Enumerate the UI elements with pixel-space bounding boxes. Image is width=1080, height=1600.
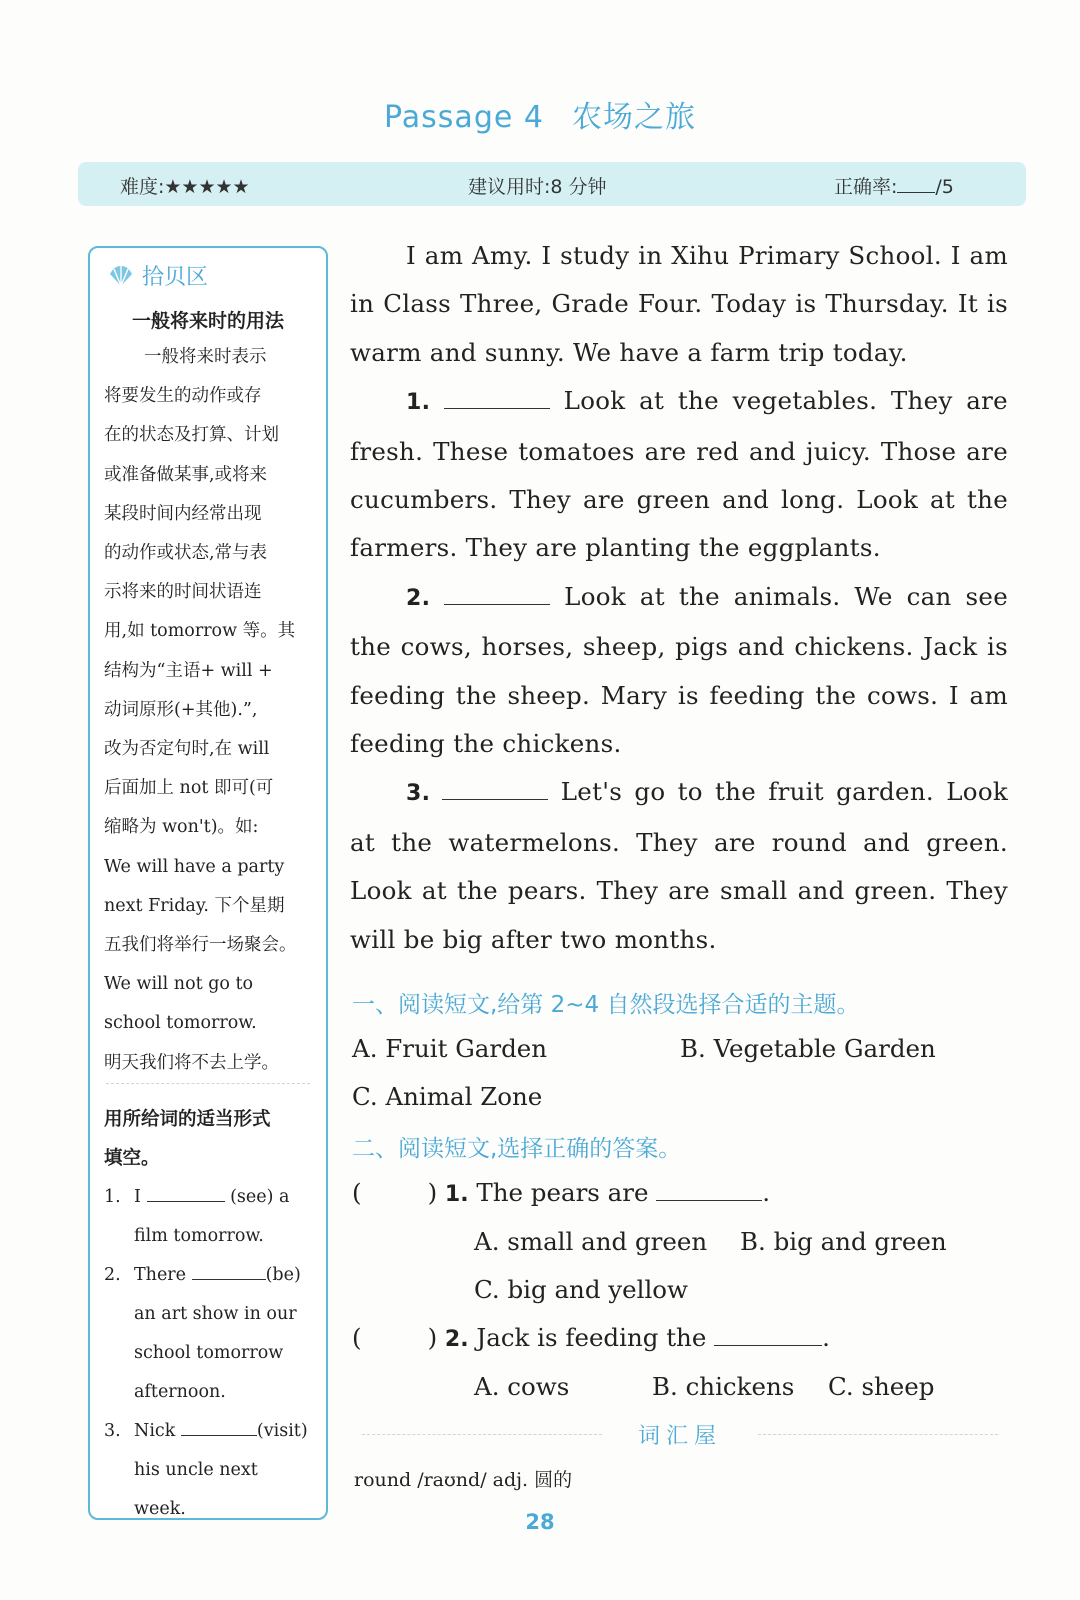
exercise-hint: (be) [265,1265,301,1285]
paragraph-text: Look at the animals. We can see the cows, horses, sheep, pigs and chickens. Jack is feeding the sheep. Mary is feeding the cows. I am feeding the chickens. [350,581,1009,759]
exercise-text: Nick [134,1421,176,1441]
suggested-time: 建议用时:8 分钟 [468,176,607,198]
q1-option-c[interactable]: C. big and yellow [474,1275,689,1304]
exercise-text: I [134,1187,141,1207]
exercise-text: afternoon. [134,1382,226,1402]
grammar-line: 用,如 tomorrow 等。其 [104,621,296,642]
grammar-line: 的动作或状态,常与表 [104,543,268,564]
question-1: ( ) 1. The pears are . [352,1178,771,1207]
vocab-divider-right [758,1434,998,1435]
q1-option-b[interactable]: B. big and green [740,1227,947,1256]
paragraph-number: 1. [406,390,431,416]
sidebar-divider [106,1083,310,1084]
question-blank [714,1345,822,1346]
exercise-text: school tomorrow [134,1343,284,1363]
exercise-title-line: 填空。 [104,1148,160,1169]
exercise-text: his uncle next week. [134,1460,258,1519]
exercise-number: 2. [104,1265,121,1285]
option-b: B. Vegetable Garden [680,1034,936,1063]
exercise-title-line: 用所给词的适当形式 [104,1109,271,1130]
exercise-blank[interactable] [147,1201,225,1202]
paragraph-topic-blank[interactable] [444,408,550,409]
grammar-line: next Friday. 下个星期 [104,895,285,916]
grammar-line: 或准备做某事,或将来 [104,464,268,485]
sidebar-header-label: 拾贝区 [142,265,209,290]
grammar-line: 某段时间内经常出现 [104,503,262,524]
grammar-line: We will not go to [104,974,254,995]
grammar-line: 后面加上 not 即可(可 [104,778,274,799]
grammar-line: 一般将来时表示 [144,347,267,367]
section-2-heading: 二、阅读短文,选择正确的答案。 [352,1136,682,1162]
q1-option-a[interactable]: A. small and green [474,1227,708,1256]
paragraph-text: Look at the vegetables. They are fresh. These tomatoes are red and juicy. Those are cucumbers. They are green and long. Look at the farmers. They are planting the eggplants. [350,386,1008,563]
exercise-hint: (visit) [256,1421,308,1441]
q2-option-c[interactable]: C. sheep [828,1372,935,1401]
grammar-line: We will have a party [104,856,285,877]
accuracy-label: 正确率: [834,176,898,198]
sidebar-header [108,260,208,291]
exercise-number: 3. [104,1421,121,1441]
paragraph-number: 2. [406,585,431,611]
question-blank [656,1200,762,1201]
answer-bracket[interactable]: ( ) [352,1178,438,1207]
grammar-subtitle: 一般将来时的用法 [131,310,284,332]
paragraph-topic-blank[interactable] [442,799,548,800]
vocab-divider-left [362,1434,602,1435]
grammar-line: 改为否定句时,在 will [104,739,270,760]
paragraph-text: Let's go to the fruit garden. Look at the watermelons. They are round and green. Look at the pears. They are small and green. They will be big after two months. [350,777,1009,954]
exercise-number: 1. [104,1187,121,1207]
page-number: 28 [525,1510,555,1534]
exercise-item [104,1178,314,1256]
exercise-blank[interactable] [192,1279,266,1280]
paragraph-2 [350,377,1008,573]
grammar-line: 示将来的时间状语连 [104,582,262,603]
grammar-line: 将要发生的动作或存 [104,386,262,407]
exercise-item [104,1256,314,1412]
vocab-title: 词汇屋 [637,1424,722,1449]
grammar-line: school tomorrow. [104,1013,257,1034]
paragraph-3 [350,573,1008,769]
grammar-explanation [104,338,312,1083]
grammar-line: 五我们将举行一场聚会。 [104,935,297,956]
title-english: Passage 4 [384,100,544,135]
question-number: 2. [444,1327,469,1352]
q2-option-a[interactable]: A. cows [474,1372,570,1401]
exercise-text: There [134,1265,187,1285]
accuracy-blank[interactable] [897,192,935,193]
exercise-text: an art show in our [134,1304,297,1324]
passage-title [0,92,1080,136]
reading-passage [350,232,1008,964]
title-chinese: 农场之旅 [571,100,696,135]
grammar-line: 在的状态及打算、计划 [104,425,279,446]
exercise-text: film tomorrow. [134,1226,264,1246]
grammar-line: 缩略为 won't)。如: [104,817,259,838]
paragraph-1: I am Amy. I study in Xihu Primary School. I am in Class Three, Grade Four. Today is Thursday. It is warm and sunny. We have a farm trip today. [350,241,1008,367]
accuracy-total: /5 [935,176,954,198]
paragraph-topic-blank[interactable] [444,604,550,605]
exercise-title [104,1100,312,1178]
vocab-entry: round /raʊnd/ adj. 圆的 [354,1469,573,1491]
tips-sidebar [88,246,328,1520]
answer-bracket[interactable]: ( ) [352,1323,438,1352]
question-number: 1. [444,1182,469,1207]
accuracy [834,172,954,199]
question-text: The pears are [476,1178,649,1207]
grammar-line: 明天我们将不去上学。 [104,1052,279,1073]
section-1-heading: 一、阅读短文,给第 2~4 自然段选择合适的主题。 [352,992,860,1018]
exercise-blank[interactable] [181,1435,257,1436]
question-text: Jack is feeding the [476,1323,707,1352]
option-a: A. Fruit Garden [352,1034,548,1063]
exercise-hint: (see) a [230,1187,290,1207]
info-bar [78,162,1026,206]
grammar-line: 结构为“主语+ will + [104,660,273,681]
difficulty-rating: 难度:★★★★★ [120,176,250,198]
paragraph-4 [350,768,1008,964]
q2-option-b[interactable]: B. chickens [652,1372,795,1401]
question-2: ( ) 2. Jack is feeding the . [352,1323,830,1352]
paragraph-number: 3. [406,781,431,807]
shell-icon [108,265,134,287]
option-c: C. Animal Zone [352,1082,543,1111]
grammar-line: 动词原形(+其他).”, [104,699,258,720]
